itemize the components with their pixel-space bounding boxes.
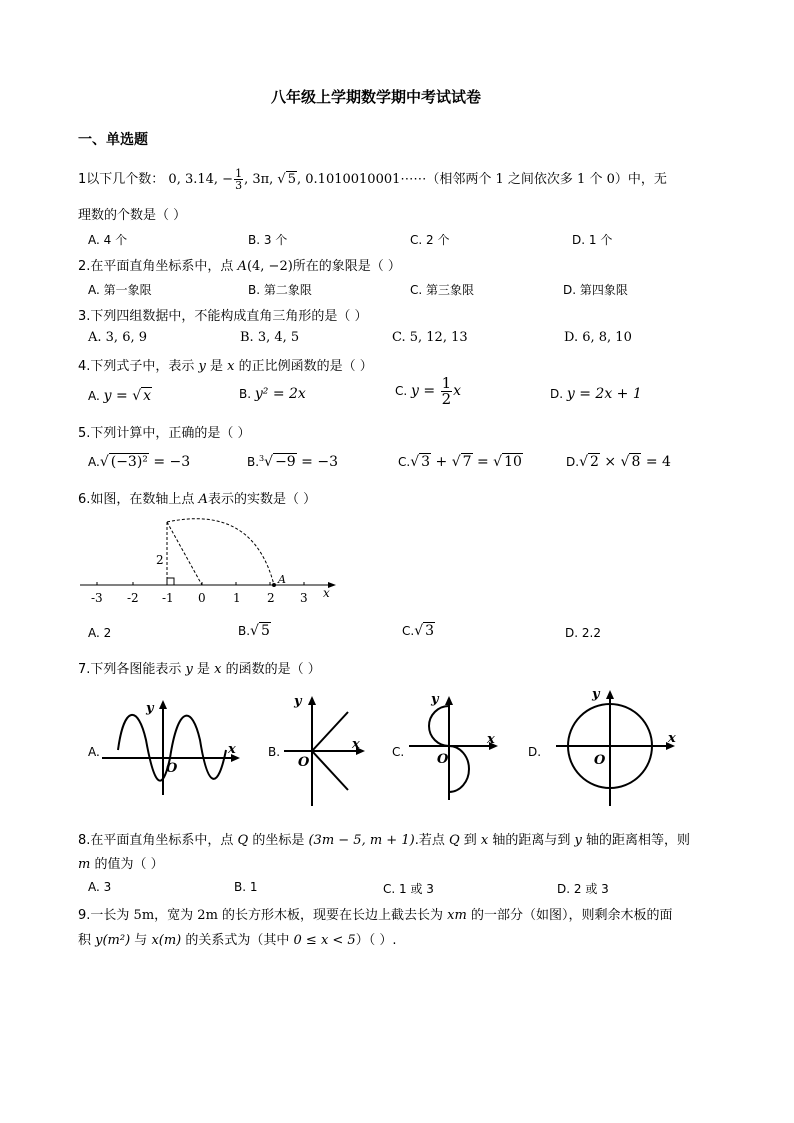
question-9: 9.一长为 5m，宽为 2m 的长方形木板，现要在长边上截去长为 xm 的一部分（如图），则剩余木板的面 xyxy=(78,908,673,923)
tick-label: -3 xyxy=(91,591,103,605)
question-1-line2: 理数的个数是（ ） xyxy=(78,208,187,223)
svg-text:x: x xyxy=(487,732,495,747)
tick-label: 1 xyxy=(233,591,241,605)
number-line-figure xyxy=(78,512,348,607)
question-3: 3.下列四组数据中，不能构成直角三角形的是（ ） xyxy=(78,309,368,324)
q4-option-c[interactable]: C. y = $\frac{1}{2}$ x xyxy=(395,374,462,408)
q3-option-d[interactable]: D. 6, 8, 10 xyxy=(564,330,632,345)
question-2: 2.在平面直角坐标系中，点 A(4, −2)所在的象限是（ ） xyxy=(78,259,401,274)
q2-option-d[interactable]: D. 第四象限 xyxy=(563,283,628,297)
question-4: 4.下列式子中，表示 y 是 x 的正比例函数的是（ ） xyxy=(78,359,373,374)
point-label: A xyxy=(278,573,286,586)
tick-label: -2 xyxy=(127,591,139,605)
q1-option-d[interactable]: D. 1 个 xyxy=(572,233,613,247)
q8-option-c[interactable]: C. 1 或 3 xyxy=(383,882,434,896)
q7-option-b[interactable]: B. xyxy=(268,745,281,759)
question-6: 6.如图，在数轴上点 A表示的实数是（ ） xyxy=(78,492,317,507)
q7-option-a[interactable]: A. xyxy=(88,745,100,759)
q1-numbers: 0, 3.14, − xyxy=(168,172,234,187)
q4-option-b[interactable]: B. y² = 2x xyxy=(239,386,306,402)
q8-option-b[interactable]: B. 1 xyxy=(234,880,258,894)
tick-label: -1 xyxy=(162,591,174,605)
q3-option-c[interactable]: C. 5, 12, 13 xyxy=(392,330,468,345)
q6-option-c[interactable]: C.√ 3 xyxy=(402,623,435,639)
q4-option-d[interactable]: D. y = 2x + 1 xyxy=(550,386,642,402)
arc xyxy=(167,519,274,585)
q5-option-d[interactable]: D.√ 2 × √ 8 = 4 xyxy=(566,454,671,470)
svg-text:x: x xyxy=(352,737,360,752)
q2-option-a[interactable]: A. 第一象限 xyxy=(88,283,152,297)
graph-c xyxy=(405,688,505,808)
height-label: 2 xyxy=(156,553,164,567)
graph-d xyxy=(552,682,687,812)
fraction: $\frac{1}{3}$ xyxy=(235,167,243,192)
right-angle-mark xyxy=(167,578,174,585)
q6-option-a[interactable]: A. 2 xyxy=(88,626,112,640)
q3-option-a[interactable]: A. 3, 6, 9 xyxy=(88,330,147,345)
section-heading: 一、单选题 xyxy=(78,132,148,148)
tick-label: 2 xyxy=(267,591,275,605)
question-7: 7.下列各图能表示 y 是 x 的函数的是（ ） xyxy=(78,662,321,677)
question-5: 5.下列计算中，正确的是（ ） xyxy=(78,426,251,441)
question-8-line2: m 的值为（ ） xyxy=(78,857,164,872)
hypotenuse xyxy=(167,522,202,585)
question-1: 1以下几个数： 0, 3.14, − $\frac{1}{3}$ , 3π, √ 5, 0.1010010001⋯⋯（相邻两个 1 之间依次多 1 个 0）中，无 xyxy=(78,168,667,191)
svg-text:O: O xyxy=(166,761,178,776)
svg-text:O: O xyxy=(437,752,449,767)
q2-option-b[interactable]: B. 第二象限 xyxy=(248,283,312,297)
tick-label: 0 xyxy=(198,591,206,605)
axis-label: x xyxy=(323,586,330,600)
q5-option-b[interactable]: B.$^3$√ −9 = −3 xyxy=(247,454,338,470)
q6-option-b[interactable]: B.√ 5 xyxy=(238,623,271,639)
svg-text:O: O xyxy=(594,753,606,768)
svg-text:y: y xyxy=(431,692,439,707)
q6-option-d[interactable]: D. 2.2 xyxy=(565,626,601,640)
question-8: 8.在平面直角坐标系中，点 Q 的坐标是 (3m − 5, m + 1).若点 Q 到 x 轴的距离与到 y 轴的距离相等，则 xyxy=(78,833,690,848)
q5-option-c[interactable]: C.√ 3 + √ 7 = √ 10 xyxy=(398,454,523,470)
point-a-dot xyxy=(272,583,276,587)
q8-option-d[interactable]: D. 2 或 3 xyxy=(557,882,609,896)
q3-option-b[interactable]: B. 3, 4, 5 xyxy=(240,330,300,345)
q8-option-a[interactable]: A. 3 xyxy=(88,880,112,894)
svg-text:y: y xyxy=(146,701,154,716)
page-title: 八年级上学期数学期中考试试卷 xyxy=(271,88,482,106)
q5-option-a[interactable]: A.√ (−3)² = −3 xyxy=(88,454,190,470)
question-9-line2: 积 y(m²) 与 x(m) 的关系式为（其中 0 ≤ x < 5）（ ）. xyxy=(78,933,397,948)
svg-text:x: x xyxy=(228,742,236,757)
graph-b xyxy=(280,688,375,808)
svg-text:y: y xyxy=(294,694,302,709)
sqrt: √ 5 xyxy=(277,172,297,187)
q1-option-c[interactable]: C. 2 个 xyxy=(410,233,450,247)
graph-a xyxy=(100,695,245,800)
q7-option-c[interactable]: C. xyxy=(392,745,405,759)
tick-label: 3 xyxy=(300,591,308,605)
q1-option-b[interactable]: B. 3 个 xyxy=(248,233,288,247)
q7-option-d[interactable]: D. xyxy=(528,745,542,759)
svg-text:O: O xyxy=(298,755,310,770)
q2-option-c[interactable]: C. 第三象限 xyxy=(410,283,475,297)
svg-text:y: y xyxy=(592,687,600,702)
q1-option-a[interactable]: A. 4 个 xyxy=(88,233,128,247)
svg-text:x: x xyxy=(668,731,676,746)
q4-option-a[interactable]: A. y = √ x xyxy=(88,388,152,404)
